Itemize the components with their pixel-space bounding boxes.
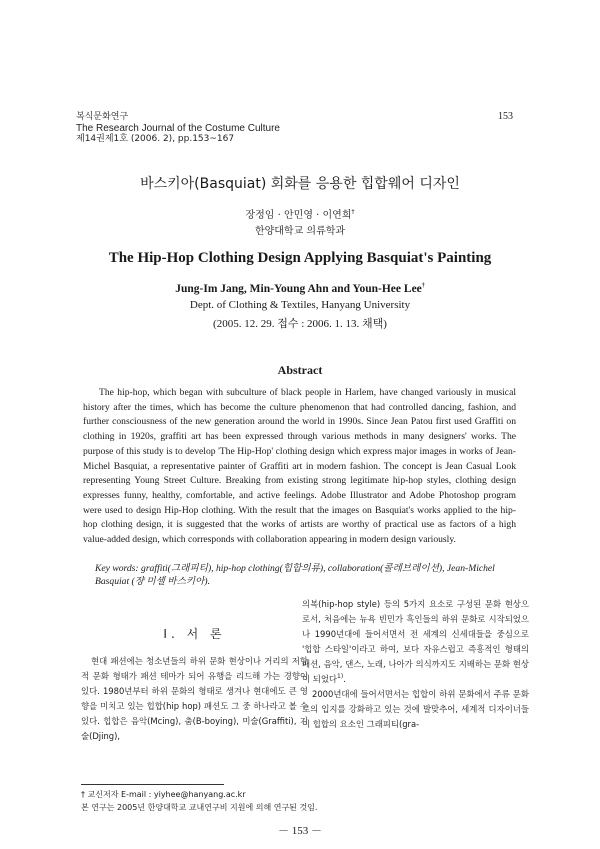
received-accepted-dates: (2005. 12. 29. 접수 : 2006. 1. 13. 채택) [213, 318, 387, 330]
footnote-divider [81, 784, 224, 785]
abstract-body [83, 386, 516, 548]
left-column [81, 654, 308, 744]
paper-title-kr: 바스키아(Basquiat) 회화를 응용한 힙합웨어 디자인 [140, 176, 460, 192]
page-number-top: 153 [498, 111, 513, 122]
keywords [95, 562, 525, 588]
keywords-label: Key words: [95, 563, 139, 574]
affiliation-en: Dept. of Clothing & Textiles, Hanyang University [189, 299, 411, 311]
authors-kr [0, 206, 600, 221]
right-column-paragraph-2: 2000년대에 들어서면서는 힙합이 하위 문화에서 주류 문화로의 입지를 강화하고 있는 것에 발맞추어, 세계적 디자이너들이 힙합의 요소인 그래피티(gra- [302, 689, 529, 729]
journal-title-en: The Research Journal of the Costume Culture [76, 123, 280, 134]
left-column-paragraph: 현대 패션에는 청소년들의 하위 문화 현상이나 거리의 저항적 문화 형태가 패션 테마가 되어 유행을 리드해 가는 경향이 있다. 1980년부터 하위 문화의 형태로 생겨나 현대에도 큰 영향을 미치고 있는 힙합(hip hop) 패션도 그 중 하나라고 볼 수 있다. 힙합은 음악(Mcing), 춤(B-boying), 미술(Graffiti), 기술(Djing), [81, 656, 308, 741]
right-column-paragraph-1: 의복(hip-hop style) 등의 5가지 요소로 구성된 문화 현상으로서, 처음에는 뉴욕 빈민가 흑인들의 하위 문화로 시작되었으나 1990년대에 들어서면서 전 세계의 신세대들을 중심으로 '힙합 스타일'이라고 하여, 보다 자유스럽고 즉흥적인 형태의 패션, 음악, 댄스, 노래, 나아가 의식까지도 지배하는 문화 현상이 되었다$^{1)}$. [302, 599, 529, 684]
footnote-ref: 1) [337, 673, 344, 681]
authors-en-names: Jung-Im Jang, Min-Young Ahn and Youn-Hee Lee [175, 283, 422, 295]
section-heading-introduction: Ⅰ. 서 론 [163, 627, 226, 641]
corresponding-mark-en: † [421, 283, 425, 290]
paper-title-en: The Hip-Hop Clothing Design Applying Basquiat's Painting [108, 250, 492, 266]
footnote-corresponding-author: † 교신저자 E-mail : yiyhee@hanyang.ac.kr [81, 790, 246, 799]
right-column-paragraph-1-text: 의복(hip-hop style) 등의 5가지 요소로 구성된 문화 현상으로서, 처음에는 뉴욕 빈민가 흑인들의 하위 문화로 시작되었으나 1990년대에 들어서면서 전 세계의 신세대들을 중심으로 '힙합 스타일'이라고 하여, 보다 자유스럽고 즉흥적인 형태의 패션, 음악, 댄스, 노래, 나아가 의식까지도 지배하는 문화 현상이 되었다 [302, 599, 529, 684]
abstract-heading: Abstract [277, 363, 323, 377]
volume-info: 제14권제1호 (2006. 2), pp.153~167 [76, 134, 235, 144]
keywords-text: graffiti(그래피티), hip-hop clothing(힙합의류), collaboration(콜레브레이션), Jean-Michel Basquiat (쟝 미셸 바스키아). [95, 563, 495, 587]
journal-title-kr: 복식문화연구 [76, 112, 129, 122]
right-column [302, 597, 529, 732]
corresponding-mark: † [351, 208, 355, 216]
authors-en [0, 283, 600, 295]
authors-kr-names: 장정임 · 안민영 · 이연희 [245, 210, 352, 221]
abstract-text-1: The hip-hop, which began with subculture of black people in Harlem, have changed variously in musical history after the times, which has become the culture phenomenon that had controlled dancing, fashion, and further consciousness of the new generation around the world in 1990s. Since Jean Patou first used Graffiti on clothing in 1920s, graffiti art has been expressed through various methods in many designers' works. The purpose of this study is to develop 'The Hip-Hop' clothing design which express major images in works of Jean-Michel Basquiat, a representative painter of Graffiti art in modern fashion. The concept is Jean Casual Look representing Young Street Culture. Breaking from existing strong legitimate hip-hop styles, clothing design expresses funny, healthy, comfortable, and active feelings. Adobe Illustrator and Adobe Photoshop program were used to design Hip-Hop clothing. With the result that the images on Basquiat's works applied to the hip-hop [83, 387, 516, 531]
affiliation-kr: 한양대학교 의류학과 [254, 226, 346, 237]
page-number-bottom: － 153 － [278, 825, 322, 837]
footnote-funding: 본 연구는 2005년 한양대학교 교내연구비 지원에 의해 연구된 것임. [81, 803, 318, 812]
abstract-text-2: clothing design, it is suggested that the works of artists are worthy of practical use as factors of a high value-added design, which corresponds with collaboration appearing in modern design variously. [83, 519, 516, 546]
